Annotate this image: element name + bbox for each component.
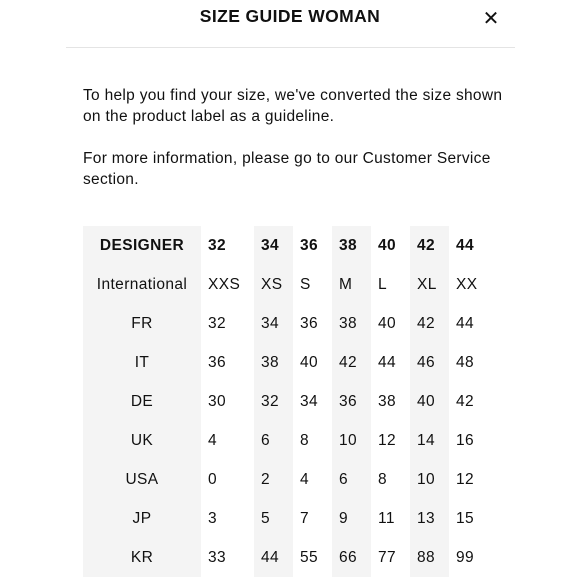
size-cell: 34 (254, 304, 293, 343)
row-label: KR (83, 538, 201, 577)
size-cell: 34 (300, 392, 319, 410)
size-cell: 0 (208, 470, 218, 488)
row-label: JP (83, 499, 201, 538)
close-icon[interactable]: ✕ (478, 6, 504, 30)
table-row (83, 304, 491, 343)
size-cell: 15 (456, 509, 475, 527)
size-cell: 66 (332, 538, 371, 577)
size-cell: 46 (410, 343, 449, 382)
size-cell: 48 (456, 353, 475, 371)
designer-size-cell: 34 (254, 226, 293, 265)
size-cell: 14 (410, 421, 449, 460)
table-row (83, 499, 491, 538)
header-divider (66, 47, 515, 48)
size-cell: 12 (378, 431, 397, 449)
size-cell: 32 (208, 314, 227, 332)
table-header-row (83, 226, 491, 265)
size-cell: 40 (410, 382, 449, 421)
size-cell: 7 (300, 509, 310, 527)
size-cell: 6 (254, 421, 293, 460)
size-cell: 38 (378, 392, 397, 410)
size-cell: 55 (300, 548, 319, 566)
size-cell: 8 (300, 431, 310, 449)
table-row (83, 265, 491, 304)
size-cell: 42 (456, 392, 475, 410)
designer-size-cell: 36 (300, 236, 319, 254)
table-row (83, 382, 491, 421)
row-label: IT (83, 343, 201, 382)
size-cell: 30 (208, 392, 227, 410)
size-cell: 3 (208, 509, 218, 527)
designer-size-cell: 32 (208, 236, 227, 254)
size-cell: 10 (332, 421, 371, 460)
table-row (83, 343, 491, 382)
size-cell: 4 (300, 470, 310, 488)
size-conversion-table (83, 226, 491, 577)
row-label: International (83, 265, 201, 304)
size-cell: 36 (300, 314, 319, 332)
size-cell: 40 (378, 314, 397, 332)
row-label: DESIGNER (83, 226, 201, 265)
size-cell: 5 (254, 499, 293, 538)
table-row (83, 538, 491, 577)
size-cell: S (300, 275, 311, 293)
customer-service-paragraph: For more information, please go to our Customer Service section. (83, 150, 491, 188)
designer-size-cell: 40 (378, 236, 397, 254)
size-cell: 38 (254, 343, 293, 382)
size-cell: 44 (456, 314, 475, 332)
size-cell: XXS (208, 275, 241, 293)
size-cell: 36 (208, 353, 227, 371)
size-cell: XS (254, 265, 293, 304)
size-cell: L (378, 275, 388, 293)
size-cell: 33 (208, 548, 227, 566)
designer-size-cell: 42 (410, 226, 449, 265)
size-cell: 40 (300, 353, 319, 371)
size-cell: 44 (254, 538, 293, 577)
size-cell: XL (410, 265, 449, 304)
size-cell: 42 (332, 343, 371, 382)
size-cell: 77 (378, 548, 397, 566)
size-cell: 13 (410, 499, 449, 538)
size-cell: 10 (410, 460, 449, 499)
size-cell: 4 (208, 431, 218, 449)
row-label: UK (83, 421, 201, 460)
size-cell: 8 (378, 470, 388, 488)
row-label: USA (83, 460, 201, 499)
table-row (83, 460, 491, 499)
size-cell: 6 (332, 460, 371, 499)
intro-paragraph: To help you find your size, we've converted the size shown on the product label as a guideline. (83, 87, 503, 125)
size-cell: 12 (456, 470, 475, 488)
size-cell: 88 (410, 538, 449, 577)
size-cell: M (332, 265, 371, 304)
size-cell: 38 (332, 304, 371, 343)
size-cell: 2 (254, 460, 293, 499)
size-cell: 36 (332, 382, 371, 421)
designer-size-cell: 38 (332, 226, 371, 265)
table-row (83, 421, 491, 460)
row-label: FR (83, 304, 201, 343)
size-cell: 16 (456, 431, 475, 449)
designer-size-cell: 44 (456, 236, 475, 254)
size-cell: 11 (378, 509, 395, 527)
size-cell: 32 (254, 382, 293, 421)
size-cell: 99 (456, 548, 475, 566)
size-cell: XX (456, 275, 478, 293)
size-cell: 9 (332, 499, 371, 538)
size-cell: 42 (410, 304, 449, 343)
modal-title: SIZE GUIDE WOMAN (199, 6, 381, 26)
row-label: DE (83, 382, 201, 421)
size-cell: 44 (378, 353, 397, 371)
